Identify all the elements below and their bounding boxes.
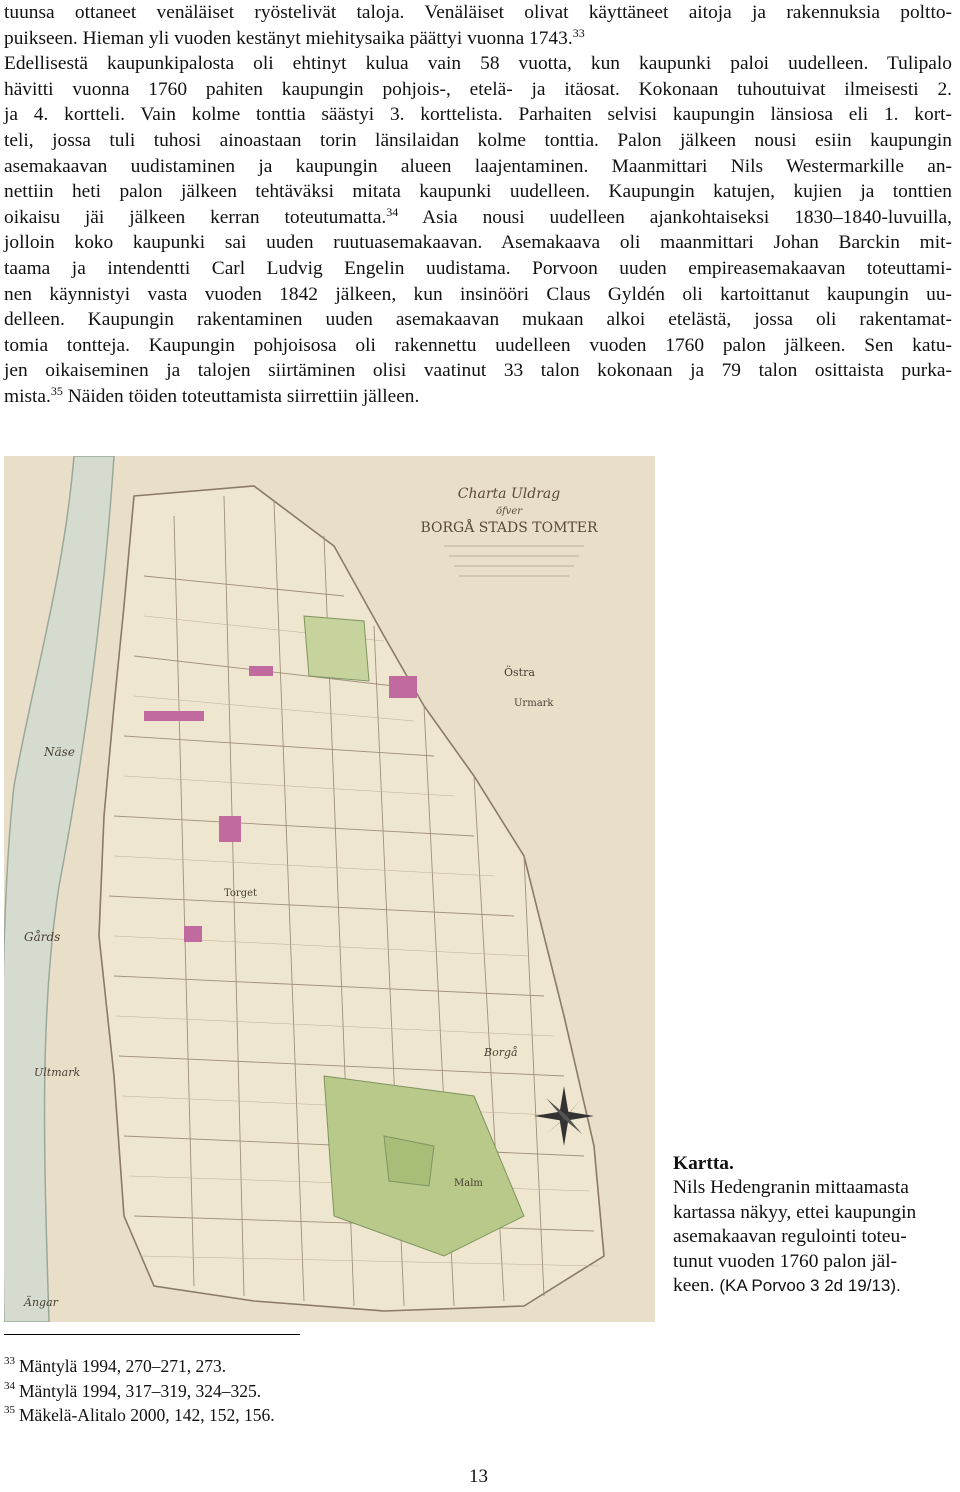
text-line: nen käynnistyi vasta vuoden 1842 jälkeen, kun insinööri Claus Gyldén oli kartoittanut kaupungin uu- — [4, 283, 952, 305]
map-label: Ängar — [24, 1296, 58, 1309]
caption-title: Kartta. — [673, 1153, 734, 1174]
map-label: Östra — [504, 666, 535, 679]
caption-line: keen. (KA Porvoo 3 2d 19/13). — [673, 1275, 901, 1297]
public-plot — [184, 926, 202, 942]
map-title-line: öfver — [495, 506, 523, 517]
map-title-line: BORGÅ STADS TOMTER — [420, 520, 598, 536]
text-line: nettiin heti palon jälkeen tehtäväksi mitata kaupunki uudelleen. Kaupungin katujen, kujien ja tonttien — [4, 181, 952, 203]
map-label: Gårds — [24, 930, 61, 944]
map-label: Näse — [44, 745, 75, 759]
map-label: Ultmark — [34, 1066, 81, 1079]
text-line: oikaisu jäi jälkeen kerran toteutumatta.$^{34}$ Asia nousi uudelleen ajankohtaiseksi 1830–1840-luvuilla, — [4, 204, 953, 228]
footnotes — [4, 1354, 275, 1428]
footnote-ref[interactable]: 33 — [572, 25, 585, 40]
caption-line: kartassa näkyy, ettei kaupungin — [673, 1201, 917, 1223]
text-line: tomia tontteja. Kaupungin pohjoisosa oli rakennettu uudelleen vuoden 1760 palon jälkeen. Sen katu- — [4, 334, 952, 356]
map-label: Malm — [454, 1178, 483, 1189]
text-line: tuunsa ottaneet venäläiset ryöstelivät taloja. Venäläiset olivat käyttäneet aitoja ja rakennuksia poltto- — [4, 2, 952, 23]
text-line: mista.$^{35}$ Näiden töiden toteuttamista siirrettiin jälleen. — [4, 383, 420, 407]
footnote: $^{35}$ Mäkelä-Alitalo 2000, 142, 152, 156. — [4, 1404, 275, 1425]
map-label: Urmark — [514, 698, 554, 709]
footnote-rule — [4, 1334, 300, 1335]
text-line: hävitti vuonna 1760 pahiten kaupungin pohjois-, etelä- ja itäosat. Kokonaan tuhoutuivat ilmeisesti 2. — [4, 78, 952, 100]
caption-line: Nils Hedengranin mittaamasta — [673, 1177, 909, 1199]
map-drawing — [4, 456, 655, 1322]
text-line: puikseen. Hieman yli vuoden kestänyt miehitysaika päättyi vuonna 1743.33 — [4, 25, 585, 49]
text-line: asemakaavan uudistaminen ja kaupungin alueen laajentaminen. Maanmittari Nils Westermarkille an- — [4, 155, 952, 177]
public-plot — [249, 666, 273, 676]
map-label: Borgå — [484, 1046, 518, 1059]
page-number: 13 — [469, 1466, 488, 1487]
church-plot — [389, 676, 417, 698]
body-paragraph — [4, 0, 952, 410]
footnote: $^{33}$ Mäntylä 1994, 270–271, 273. — [4, 1355, 227, 1376]
caption-line: asemakaavan regulointi toteu- — [673, 1226, 907, 1248]
text-line: Edellisestä kaupunkipalosta oli ehtinyt kulua vain 58 vuotta, kun kaupunki paloi uudelleen. Tulipalo — [4, 53, 952, 75]
caption-line: tunut vuoden 1760 palon jäl- — [673, 1250, 898, 1272]
map-title-line: Charta Uldrag — [457, 486, 561, 502]
footnote-ref[interactable]: 34 — [386, 204, 399, 219]
public-plot — [219, 816, 241, 842]
public-plot — [144, 711, 204, 721]
historical-map — [4, 456, 655, 1322]
footnote-number: 35 — [4, 1404, 15, 1416]
figure-caption — [673, 1152, 958, 1298]
text-line: ja 4. kortteli. Vain kolme tonttia säästyi 3. korttelista. Parhaiten selvisi kaupungin länsiosa eli 1. kort- — [4, 104, 952, 126]
footnote-number: 34 — [4, 1379, 15, 1392]
text-line: jolloin koko kaupunki sai uuden ruutuasemakaavan. Asemakaava oli maanmittari Johan Barckin mit- — [4, 232, 952, 254]
footnote: $^{34}$ Mäntylä 1994, 317–319, 324–325. — [4, 1379, 262, 1401]
map-label: Torget — [224, 888, 258, 899]
text-line: delleen. Kaupungin rakentaminen uuden asemakaavan mukaan alkoi etelästä, jossa oli rakentamat- — [4, 309, 952, 331]
garden-area — [304, 616, 369, 681]
text-line: taama ja intendentti Carl Ludvig Engelin uudistama. Porvoon uuden empireasemakaavan toteuttami- — [4, 257, 952, 279]
footnote-number: 33 — [4, 1355, 15, 1367]
footnote-ref[interactable]: 35 — [50, 383, 63, 398]
text-line: teli, jossa tuli tuhosi ainoastaan torin länsilaidan kolme tonttia. Palon jälkeen nousi esiin kaupungin — [4, 129, 952, 151]
caption-source: (KA Porvoo 3 2d 19/13). — [719, 1276, 901, 1296]
text-line: jen oikaiseminen ja talojen siirtäminen olisi vaatinut 33 talon kokonaan ja 79 talon osittaista purka- — [4, 360, 952, 382]
